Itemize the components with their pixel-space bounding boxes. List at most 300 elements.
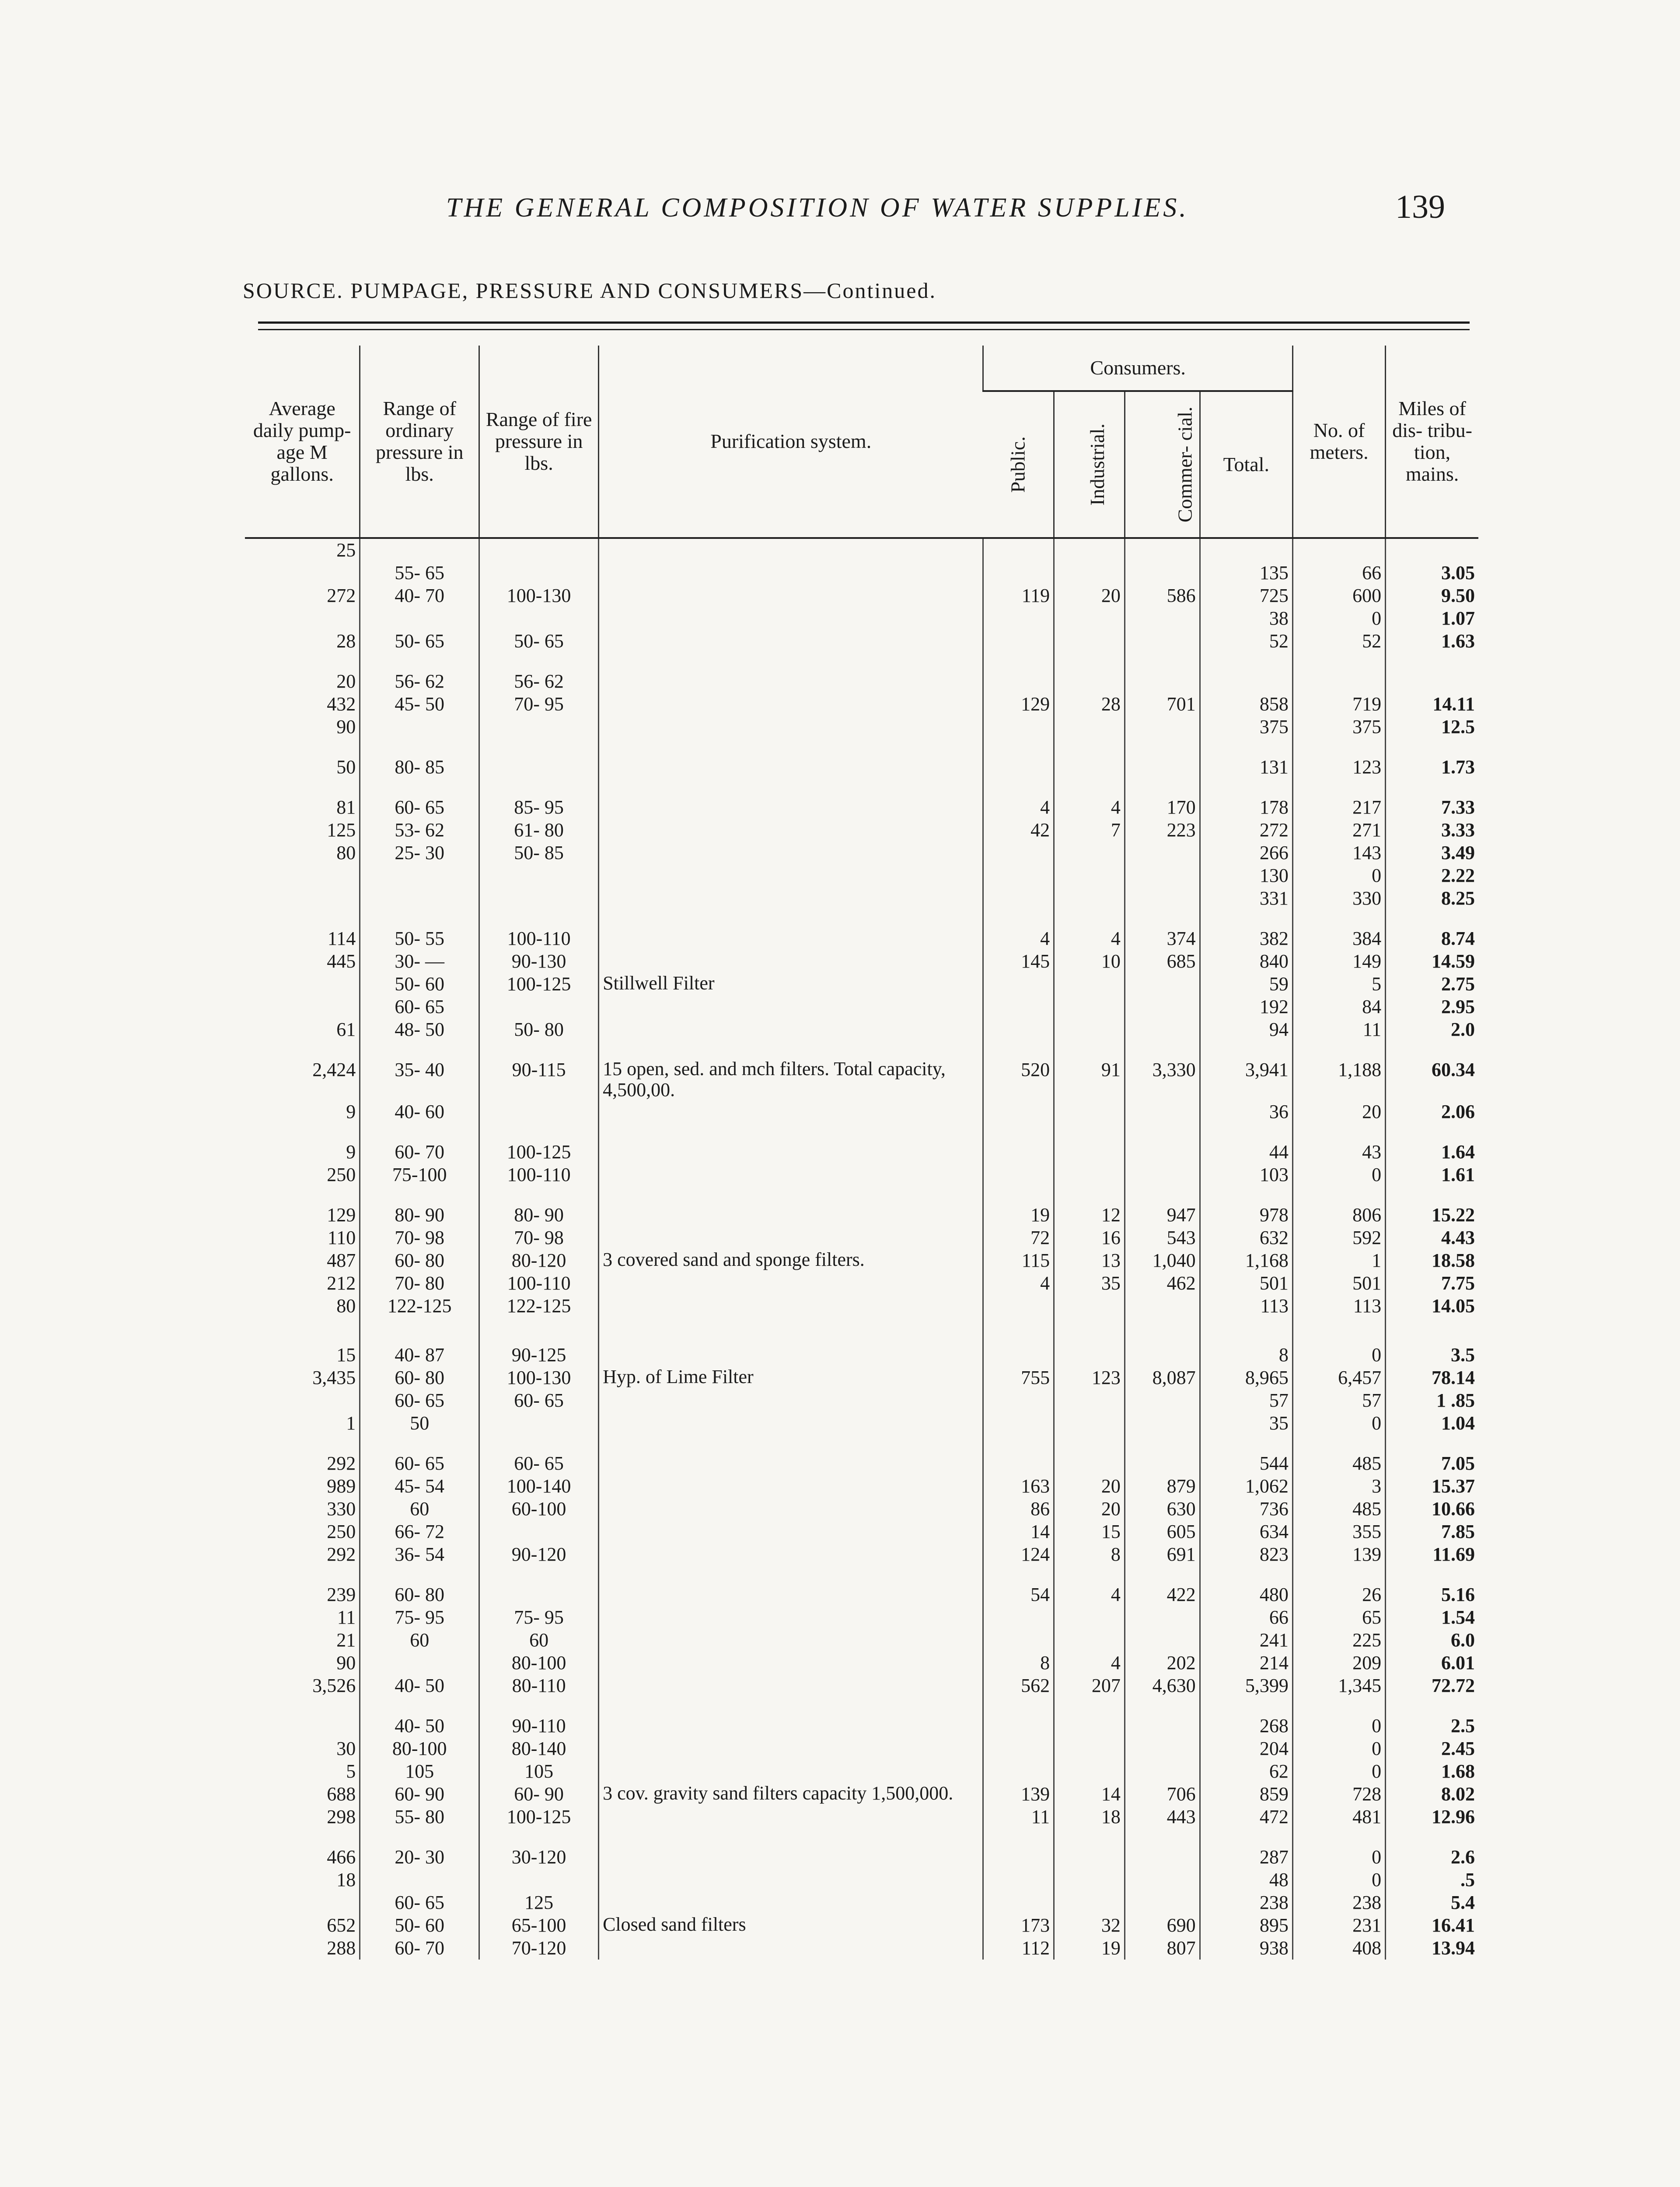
cell-meters: 0 [1292,1412,1385,1435]
cell-miles: 18.58 [1386,1249,1478,1272]
cell-meters [1292,538,1385,562]
cell-fire-pressure: 100-110 [479,1163,599,1186]
cell-pumpage: 11 [337,1607,356,1628]
table-row [245,1674,1478,1697]
cell-miles [1386,670,1478,693]
cell-ordinary-pressure: 75-100 [360,1163,479,1186]
cell-commercial: 807 [1125,1937,1200,1960]
cell-commercial [1125,973,1200,996]
cell-ordinary-pressure [360,864,479,887]
cell-pumpage: 81 [336,797,356,818]
row-spacer [245,653,1478,670]
cell-commercial [1125,538,1200,562]
cell-meters: 0 [1292,1344,1385,1366]
spacer-cell [1200,910,1292,927]
spacer-cell [360,779,479,796]
cell-meters: 26 [1292,1583,1385,1606]
cell-public: 8 [983,1652,1054,1674]
cell-public [983,864,1054,887]
cell-meters: 592 [1292,1226,1385,1249]
cell-fire-pressure: 60- 65 [479,1389,599,1412]
cell-purification [599,996,983,1018]
table-row [245,996,1478,1018]
cell-miles: 2.6 [1386,1846,1478,1869]
cell-total: 859 [1200,1783,1292,1806]
cell-purification [599,693,983,716]
cell-ordinary-pressure: 45- 50 [360,693,479,716]
cell-total: 3,941 [1200,1059,1292,1100]
spacer-cell [479,653,599,670]
cell-meters: 0 [1292,1163,1385,1186]
cell-ordinary-pressure: 60- 65 [360,1452,479,1475]
spacer-cell [1386,1566,1478,1583]
cell-miles: 1.73 [1386,756,1478,779]
cell-ordinary-pressure: 60- 65 [360,1389,479,1412]
cell-fire-pressure [479,996,599,1018]
table-row [245,1412,1478,1435]
cell-purification: 3 covered sand and sponge filters. [599,1249,983,1272]
header-miles: Miles of dis- tribu- tion, mains. [1386,346,1478,538]
cell-miles: 11.69 [1386,1543,1478,1566]
cell-commercial: 690 [1125,1914,1200,1937]
spacer-cell [479,1041,599,1059]
cell-fire-pressure [479,756,599,779]
cell-public [983,1452,1054,1475]
cell-ordinary-pressure: 80- 90 [360,1204,479,1226]
cell-purification [599,1520,983,1543]
cell-industrial [1054,538,1125,562]
header-industrial [1054,391,1125,538]
cell-pumpage: 2,424 [312,1059,356,1080]
cell-total: 38 [1200,607,1292,630]
spacer-cell [1292,1123,1385,1141]
cell-pumpage: 9 [346,1101,356,1122]
spacer-cell [1292,1566,1385,1583]
spacer-cell [1054,738,1125,756]
table-row [245,1475,1478,1498]
cell-ordinary-pressure [360,716,479,738]
header-meters: No. of meters. [1292,346,1385,538]
cell-fire-pressure: 100-110 [479,1272,599,1295]
cell-ordinary-pressure: 50- 60 [360,1914,479,1937]
spacer-cell [983,1697,1054,1715]
cell-total: 725 [1200,584,1292,607]
cell-miles: 2.0 [1386,1018,1478,1041]
cell-industrial: 4 [1054,927,1125,950]
spacer-cell [479,779,599,796]
cell-industrial [1054,1100,1125,1123]
cell-total: 204 [1200,1737,1292,1760]
cell-industrial [1054,1412,1125,1435]
cell-pumpage [245,973,360,996]
table-row [245,1295,1478,1317]
cell-pumpage [245,864,360,887]
data-table [245,346,1478,1960]
spacer-cell [360,653,479,670]
cell-ordinary-pressure [360,1652,479,1674]
cell-commercial: 1,040 [1125,1249,1200,1272]
spacer-cell [1386,653,1478,670]
cell-pumpage: 292 [327,1453,356,1474]
cell-public: 112 [983,1937,1054,1960]
header-commercial-label: Commer- cial. [1174,406,1196,523]
spacer-cell [599,1317,983,1344]
cell-meters: 84 [1292,996,1385,1018]
cell-pumpage: 250 [327,1521,356,1542]
cell-miles: 14.11 [1386,693,1478,716]
cell-pumpage [245,1715,360,1737]
cell-fire-pressure: 80- 90 [479,1204,599,1226]
cell-public: 139 [983,1783,1054,1806]
cell-industrial: 4 [1054,1652,1125,1674]
cell-commercial [1125,1891,1200,1914]
header-total: Total. [1200,391,1292,538]
cell-industrial [1054,1869,1125,1891]
cell-public [983,1389,1054,1412]
cell-total: 287 [1200,1846,1292,1869]
cell-ordinary-pressure: 40- 50 [360,1674,479,1697]
cell-meters: 330 [1292,887,1385,910]
spacer-cell [599,1041,983,1059]
table-row [245,950,1478,973]
table-row [245,1760,1478,1783]
cell-fire-pressure: 122-125 [479,1295,599,1317]
cell-public: 163 [983,1475,1054,1498]
cell-purification [599,630,983,653]
cell-fire-pressure: 80-140 [479,1737,599,1760]
cell-commercial [1125,1344,1200,1366]
cell-pumpage [245,562,360,584]
cell-pumpage [245,996,360,1018]
cell-total: 1,062 [1200,1475,1292,1498]
cell-meters: 66 [1292,562,1385,584]
spacer-cell [245,1697,360,1715]
spacer-cell [1292,653,1385,670]
cell-ordinary-pressure: 50- 65 [360,630,479,653]
spacer-cell [245,1317,360,1344]
cell-public [983,1891,1054,1914]
table-row [245,1452,1478,1475]
cell-meters: 1,188 [1292,1059,1385,1100]
cell-total: 472 [1200,1806,1292,1828]
cell-purification [599,842,983,864]
spacer-cell [1200,779,1292,796]
cell-commercial: 701 [1125,693,1200,716]
cell-miles: 2.75 [1386,973,1478,996]
spacer-cell [1125,1041,1200,1059]
cell-commercial [1125,607,1200,630]
spacer-cell [360,1697,479,1715]
cell-pumpage: 288 [327,1937,356,1959]
cell-purification [599,1389,983,1412]
spacer-cell [1054,1123,1125,1141]
cell-miles: 9.50 [1386,584,1478,607]
cell-pumpage: 21 [336,1629,356,1651]
table-row [245,1141,1478,1163]
cell-commercial: 543 [1125,1226,1200,1249]
cell-ordinary-pressure: 60- 80 [360,1583,479,1606]
cell-total: 268 [1200,1715,1292,1737]
cell-miles: 7.85 [1386,1520,1478,1543]
cell-total: 59 [1200,973,1292,996]
table-body [245,538,1478,1960]
table-header [245,346,1478,538]
cell-pumpage [245,1389,360,1412]
cell-ordinary-pressure: 122-125 [360,1295,479,1317]
spacer-cell [1200,1317,1292,1344]
cell-fire-pressure: 50- 85 [479,842,599,864]
cell-ordinary-pressure: 80-100 [360,1737,479,1760]
cell-industrial [1054,1846,1125,1869]
data-table-container [245,346,1478,1960]
cell-miles: 8.02 [1386,1783,1478,1806]
spacer-cell [360,1186,479,1204]
cell-fire-pressure: 105 [479,1760,599,1783]
cell-ordinary-pressure: 55- 80 [360,1806,479,1828]
cell-miles: 12.5 [1386,716,1478,738]
cell-ordinary-pressure [360,887,479,910]
cell-commercial [1125,716,1200,738]
spacer-cell [1125,1828,1200,1846]
cell-industrial [1054,716,1125,738]
cell-fire-pressure: 100-130 [479,1366,599,1389]
cell-purification [599,1295,983,1317]
cell-industrial [1054,1715,1125,1737]
spacer-cell [360,1435,479,1452]
cell-meters: 143 [1292,842,1385,864]
cell-miles: 8.74 [1386,927,1478,950]
cell-miles: 1 .85 [1386,1389,1478,1412]
table-row [245,607,1478,630]
spacer-cell [245,1041,360,1059]
cell-commercial: 3,330 [1125,1059,1200,1100]
cell-industrial [1054,996,1125,1018]
cell-ordinary-pressure: 40- 60 [360,1100,479,1123]
cell-total: 62 [1200,1760,1292,1783]
table-row [245,927,1478,950]
cell-miles: 1.63 [1386,630,1478,653]
cell-industrial: 12 [1054,1204,1125,1226]
cell-purification [599,1629,983,1652]
table-row [245,1059,1478,1100]
cell-ordinary-pressure: 80- 85 [360,756,479,779]
cell-meters: 0 [1292,864,1385,887]
cell-commercial: 706 [1125,1783,1200,1806]
cell-miles: 1.07 [1386,607,1478,630]
cell-industrial [1054,1737,1125,1760]
cell-commercial: 462 [1125,1272,1200,1295]
cell-miles: 1.64 [1386,1141,1478,1163]
cell-pumpage: 114 [327,928,356,949]
cell-commercial [1125,996,1200,1018]
cell-meters: 6,457 [1292,1366,1385,1389]
cell-industrial: 4 [1054,1583,1125,1606]
spacer-cell [1292,910,1385,927]
cell-meters: 225 [1292,1629,1385,1652]
cell-pumpage: 298 [327,1806,356,1827]
spacer-cell [245,1123,360,1141]
cell-fire-pressure: 50- 80 [479,1018,599,1041]
table-row [245,584,1478,607]
cell-commercial: 586 [1125,584,1200,607]
cell-pumpage: 330 [327,1498,356,1520]
cell-public: 145 [983,950,1054,973]
cell-purification [599,1226,983,1249]
cell-commercial: 605 [1125,1520,1200,1543]
spacer-cell [983,1123,1054,1141]
cell-fire-pressure [479,864,599,887]
spacer-cell [983,653,1054,670]
cell-purification [599,1543,983,1566]
cell-purification [599,584,983,607]
cell-ordinary-pressure [360,538,479,562]
spacer-cell [1292,738,1385,756]
cell-purification [599,887,983,910]
cell-public [983,973,1054,996]
row-spacer [245,1041,1478,1059]
table-row [245,538,1478,562]
cell-miles: 7.33 [1386,796,1478,819]
spacer-cell [1292,1186,1385,1204]
cell-fire-pressure: 60- 65 [479,1452,599,1475]
cell-total [1200,538,1292,562]
cell-miles: 2.45 [1386,1737,1478,1760]
table-row [245,973,1478,996]
cell-pumpage: 3,435 [312,1367,356,1388]
cell-commercial [1125,1629,1200,1652]
spacer-cell [1386,910,1478,927]
cell-purification [599,562,983,584]
cell-commercial: 691 [1125,1543,1200,1566]
cell-public: 42 [983,819,1054,842]
cell-commercial [1125,887,1200,910]
cell-purification [599,1606,983,1629]
cell-purification [599,1344,983,1366]
cell-meters: 52 [1292,630,1385,653]
spacer-cell [1200,1566,1292,1583]
cell-ordinary-pressure: 35- 40 [360,1059,479,1100]
spacer-cell [479,1697,599,1715]
spacer-cell [1292,1828,1385,1846]
spacer-cell [1386,1041,1478,1059]
spacer-cell [245,1566,360,1583]
cell-total: 238 [1200,1891,1292,1914]
spacer-cell [479,910,599,927]
row-spacer [245,1317,1478,1344]
cell-ordinary-pressure: 75- 95 [360,1606,479,1629]
spacer-cell [1200,1123,1292,1141]
spacer-cell [599,738,983,756]
cell-public [983,1606,1054,1629]
table-row [245,693,1478,716]
cell-commercial [1125,1846,1200,1869]
cell-pumpage: 5 [346,1761,356,1782]
spacer-cell [599,910,983,927]
cell-purification [599,1204,983,1226]
table-row [245,1520,1478,1543]
cell-pumpage: 110 [327,1227,356,1248]
cell-meters: 0 [1292,1846,1385,1869]
cell-fire-pressure: 90-125 [479,1344,599,1366]
spacer-cell [1292,1435,1385,1452]
cell-meters: 0 [1292,1760,1385,1783]
cell-industrial: 18 [1054,1806,1125,1828]
cell-public: 72 [983,1226,1054,1249]
table-row [245,1543,1478,1566]
cell-meters: 271 [1292,819,1385,842]
cell-total: 131 [1200,756,1292,779]
cell-ordinary-pressure: 48- 50 [360,1018,479,1041]
cell-public [983,1141,1054,1163]
cell-total: 895 [1200,1914,1292,1937]
cell-public: 86 [983,1498,1054,1520]
cell-total: 103 [1200,1163,1292,1186]
cell-purification [599,1452,983,1475]
cell-pumpage: 20 [336,671,356,692]
cell-meters: 408 [1292,1937,1385,1960]
cell-industrial: 14 [1054,1783,1125,1806]
cell-ordinary-pressure: 50- 55 [360,927,479,950]
cell-purification [599,1018,983,1041]
cell-meters: 20 [1292,1100,1385,1123]
table-row [245,1226,1478,1249]
cell-miles: 2.06 [1386,1100,1478,1123]
cell-fire-pressure: 80-110 [479,1674,599,1697]
spacer-cell [1054,1186,1125,1204]
cell-purification [599,1674,983,1697]
spacer-cell [599,1566,983,1583]
cell-purification [599,927,983,950]
cell-meters: 0 [1292,1869,1385,1891]
table-row [245,864,1478,887]
cell-ordinary-pressure: 50 [360,1412,479,1435]
spacer-cell [245,738,360,756]
cell-commercial: 4,630 [1125,1674,1200,1697]
top-rule [258,321,1470,324]
spacer-cell [1386,1697,1478,1715]
cell-purification [599,1272,983,1295]
cell-fire-pressure [479,1869,599,1891]
cell-industrial: 20 [1054,1475,1125,1498]
table-row [245,1891,1478,1914]
cell-meters: 481 [1292,1806,1385,1828]
cell-miles: 3.49 [1386,842,1478,864]
spacer-cell [983,1317,1054,1344]
table-row [245,1846,1478,1869]
spacer-cell [599,1435,983,1452]
row-spacer [245,779,1478,796]
cell-industrial [1054,562,1125,584]
cell-fire-pressure: 90-120 [479,1543,599,1566]
cell-pumpage: 125 [327,819,356,841]
spacer-cell [1386,738,1478,756]
cell-industrial [1054,630,1125,653]
spacer-cell [983,1435,1054,1452]
cell-miles: 3.33 [1386,819,1478,842]
cell-purification [599,1583,983,1606]
spacer-cell [599,1697,983,1715]
cell-fire-pressure [479,607,599,630]
cell-industrial [1054,973,1125,996]
cell-fire-pressure [479,1583,599,1606]
cell-ordinary-pressure: 105 [360,1760,479,1783]
cell-industrial: 16 [1054,1226,1125,1249]
cell-ordinary-pressure [360,607,479,630]
spacer-cell [479,1435,599,1452]
spacer-cell [1200,653,1292,670]
cell-ordinary-pressure: 60 [360,1498,479,1520]
cell-fire-pressure: 60- 90 [479,1783,599,1806]
